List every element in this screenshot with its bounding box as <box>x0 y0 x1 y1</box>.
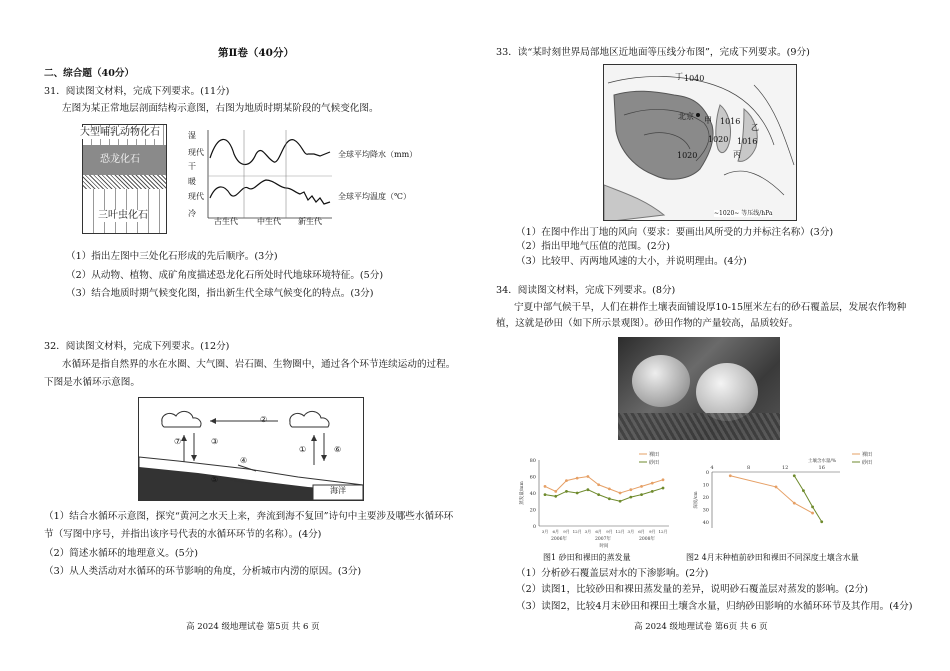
q31-stem: 31．阅读图文材料，完成下列要求。(11分) <box>44 86 230 97</box>
part-heading: 二、综合题（40分） <box>44 68 135 79</box>
chart1-point <box>597 483 600 486</box>
chart2-xtick: 4 <box>710 465 714 471</box>
q31-item-3: （3）结合地质时期气候变化图，指出新生代全球气候变化的特点。(3分) <box>66 288 374 299</box>
chart1-ytick: 0 <box>532 524 536 530</box>
chart2-point <box>820 520 823 523</box>
warm-label: 暖 <box>188 177 196 186</box>
chart2-series-line-1 <box>794 476 821 522</box>
chart1-xtick: 3月 <box>627 529 635 534</box>
q32-item-3: （3）从人类活动对水循环的环节影响的角度，分析城市内涝的原因。(3分) <box>44 566 362 577</box>
chart1-point <box>597 493 600 496</box>
num-3: ③ <box>211 437 219 446</box>
chart1-ylabel: 蒸发量/mm <box>520 481 525 505</box>
q34-desc-1: 宁夏中部气候干旱，人们在耕作土壤表面铺设厚10-15厘米左右的砂石覆盖层，发展农作物种 <box>514 302 907 313</box>
q32-item-1b: 节（写图中序号，并指出该序号代表的水循环环节的名称）。(4分) <box>44 529 322 540</box>
left-footer: 高 2024 级地理试卷 第5页 共 6 页 <box>186 622 320 632</box>
chart1-point <box>608 487 611 490</box>
chart1-point <box>619 500 622 503</box>
beijing-dot <box>696 113 700 117</box>
q32-item-2: （2）简述水循环的地理意义。(5分) <box>44 548 199 559</box>
chart1-ytick: 80 <box>529 458 536 464</box>
q34-item-1: （1）分析砂石覆盖层对水的下渗影响。(2分) <box>516 568 709 579</box>
right-footer: 高 2024 级地理试卷 第6页 共 6 页 <box>634 622 768 632</box>
beijing-label: 北京 <box>678 112 694 121</box>
chart1-point <box>608 497 611 500</box>
map-legend: ~1020~ 等压线/hPa <box>714 210 773 217</box>
era-mesozoic: 中生代 <box>257 217 281 226</box>
precip-curve <box>210 139 330 164</box>
chart2-ytick: 20 <box>702 494 709 501</box>
wet-label: 湿 <box>188 131 196 140</box>
jia-label: 甲 <box>704 116 712 125</box>
precip-legend: 全球平均降水（mm） <box>338 150 418 159</box>
q33-item-1: （1）在图中作出丁地的风向（要求：要画出风所受的力并标注名称）(3分) <box>516 227 834 238</box>
chart1-xtick: 6月 <box>638 529 645 534</box>
chart1-ytick: 60 <box>529 474 536 481</box>
chart1-point <box>651 482 654 485</box>
chart1-point <box>640 485 643 488</box>
q32-desc-2: 下图是水循环示意图。 <box>44 377 140 388</box>
chart2-ytick: 0 <box>705 470 709 476</box>
chart1-point <box>554 490 557 493</box>
chart1-point <box>629 488 632 491</box>
chart1-point <box>576 492 579 495</box>
chart1-xtick: 9月 <box>606 529 613 534</box>
fig1-caption: 图1 砂田和裸田的蒸发量 <box>543 553 631 562</box>
chart1-ytick: 20 <box>529 507 536 514</box>
bing-label: 丙 <box>733 150 741 159</box>
temp-legend: 全球平均温度（℃） <box>338 192 411 201</box>
chart2-legend-label: 砂田 <box>862 460 873 466</box>
now2-label: 现代 <box>188 192 204 201</box>
chart2-xtick: 12 <box>781 465 789 471</box>
q31-desc: 左图为某正常地层剖面结构示意图，右图为地质时期某阶段的气候变化图。 <box>62 103 379 114</box>
chart1-point <box>554 495 557 498</box>
chart2-point <box>811 512 814 515</box>
p1020b-label: 1020 <box>677 151 698 160</box>
chart2-point <box>793 502 796 505</box>
fig2-caption: 图2 4月末种植前砂田和裸田不同深度土壤含水量 <box>686 553 859 562</box>
isobar-5 <box>724 171 784 195</box>
num-7: ⑦ <box>174 437 182 446</box>
chart1-xtick: 12月 <box>615 529 625 534</box>
chart1-series-line-1 <box>545 488 663 501</box>
isobar-map-svg <box>604 65 797 221</box>
chart2-ytick: 30 <box>702 507 709 514</box>
chart2-xtick: 16 <box>818 465 825 471</box>
south-landmass <box>604 185 664 221</box>
chart1-point <box>544 485 547 488</box>
chart1-xtick: 9月 <box>563 529 570 534</box>
chart1-xtick: 6月 <box>552 529 560 534</box>
p1016b-label: 1016 <box>737 137 758 146</box>
chart2-point <box>802 489 805 492</box>
chart1-point <box>576 477 579 480</box>
chart2-series-line-0 <box>730 476 812 513</box>
chart2-point <box>729 474 732 477</box>
chart2-point <box>811 505 814 508</box>
chart1-point <box>565 479 568 482</box>
q34-item-2: （2）读图1，比较砂田和裸田蒸发量的差异，说明砂石覆盖层对蒸发的影响。(2分) <box>516 584 868 595</box>
evaporation-chart <box>517 450 677 548</box>
dinosaur-fossil-label: 恐龙化石 <box>100 154 140 165</box>
chart1-xtick: 3月 <box>584 529 592 534</box>
p1016a-label: 1016 <box>720 117 741 126</box>
section-title: 第Ⅱ卷（40分） <box>218 47 294 59</box>
q31-item-1: （1）指出左图中三处化石形成的先后顺序。(3分) <box>66 251 278 262</box>
chart2-point <box>775 486 778 489</box>
q33-item-3: （3）比较甲、丙两地风速的大小，并说明理由。(4分) <box>516 256 747 267</box>
q34-desc-2: 植，这就是砂田（如下所示景观图）。砂田作物的产量较高，品质较好。 <box>496 318 799 329</box>
chart1-point <box>662 487 665 490</box>
ding-label: 丁 <box>675 72 683 81</box>
chart1-xtick: 12月 <box>572 529 582 534</box>
chart1-xtick: 6月 <box>595 529 602 534</box>
chart1-point <box>619 492 622 495</box>
stones <box>618 413 780 440</box>
now1-label: 现代 <box>188 148 204 157</box>
chart1-point <box>629 496 632 499</box>
q34-item-3: （3）读图2，比较4月末砂田和裸田土壤含水量，归纳砂田影响的水循环环节及其作用。(4分) <box>516 601 913 612</box>
q33-item-2: （2）指出甲地气压值的范围。(2分) <box>516 241 671 252</box>
q34-stem: 34．阅读图文材料，完成下列要求。(8分) <box>496 285 676 296</box>
dry-label: 干 <box>188 162 196 171</box>
q33-stem: 33．读“某时刻世界局部地区近地面等压线分布图”，完成下列要求。(9分) <box>496 47 810 58</box>
chart2-point <box>793 474 796 477</box>
temp-curve <box>210 180 330 204</box>
num-2: ② <box>260 415 268 424</box>
chart1-xtick: 3月 <box>541 529 549 534</box>
q32-stem: 32．阅读图文材料，完成下列要求。(12分) <box>44 341 230 352</box>
chart1-series-line-0 <box>545 477 663 494</box>
chart1-point <box>651 490 654 493</box>
chart1-point <box>544 493 547 496</box>
chart1-xlabel: 时间 <box>599 544 609 548</box>
chart1-year-label: 2007年 <box>595 537 611 542</box>
p1040-label: 1040 <box>684 74 705 83</box>
era-paleozoic: 古生代 <box>214 217 238 226</box>
sea-label: 海洋 <box>330 486 346 495</box>
sand-field-photo <box>618 337 780 440</box>
chart1-year-label: 2006年 <box>551 537 567 542</box>
isobar-map <box>603 64 797 221</box>
chart2-xtick: 8 <box>746 465 751 471</box>
chart1-point <box>662 478 665 481</box>
korea-landmass <box>716 105 731 153</box>
chart1-point <box>640 493 643 496</box>
chart2-legend-label: 裸田 <box>862 452 873 458</box>
chart1-legend-label: 砂田 <box>649 460 660 466</box>
chart1-year-label: 2008年 <box>639 537 655 542</box>
era-cenozoic: 新生代 <box>298 217 322 226</box>
chart1-point <box>587 475 590 478</box>
num-1: ① <box>299 445 307 454</box>
mammal-fossil-label: 大型哺乳动物化石 <box>80 127 160 138</box>
chart1-xtick: 9月 <box>648 529 656 534</box>
china-landmass <box>614 91 713 179</box>
chart2-ytick: 10 <box>702 482 709 489</box>
chart1-ytick: 40 <box>529 491 536 497</box>
q32-desc-1: 水循环是指自然界的水在水圈、大气圈、岩石圈、生物圈中，通过各个环节连续运动的过程。 <box>62 359 456 370</box>
chart1-xtick: 12月 <box>658 529 668 534</box>
p1020a-label: 1020 <box>708 135 729 144</box>
num-5: ⑤ <box>211 475 219 484</box>
trilobite-fossil-label: 三叶虫化石 <box>98 210 148 221</box>
chart1-point <box>587 488 590 491</box>
melon-left <box>632 355 690 407</box>
climate-curve-chart <box>204 128 334 224</box>
chart2-ytick: 40 <box>702 519 709 526</box>
q32-item-1a: （1）结合水循环示意图，探究“黄河之水天上来，奔流到海不复回”诗句中主要涉及哪些水循环环 <box>44 511 454 522</box>
isobar-4 <box>754 85 794 165</box>
chart1-point <box>565 490 568 493</box>
soil-moisture-chart <box>690 450 885 548</box>
yi-label: 乙 <box>751 123 759 132</box>
chart2-ylabel: 深度/cm <box>694 491 699 509</box>
q31-item-2: （2）从动物、植物、成矿角度描述恐龙化石所处时代地球环境特征。(5分) <box>66 270 384 281</box>
num-4: ④ <box>240 456 248 465</box>
num-6: ⑥ <box>334 445 342 454</box>
chart2-xlabel: 土壤含水量/% <box>807 459 837 464</box>
cold-label: 冷 <box>188 209 196 218</box>
chart1-legend-label: 裸田 <box>649 452 660 458</box>
